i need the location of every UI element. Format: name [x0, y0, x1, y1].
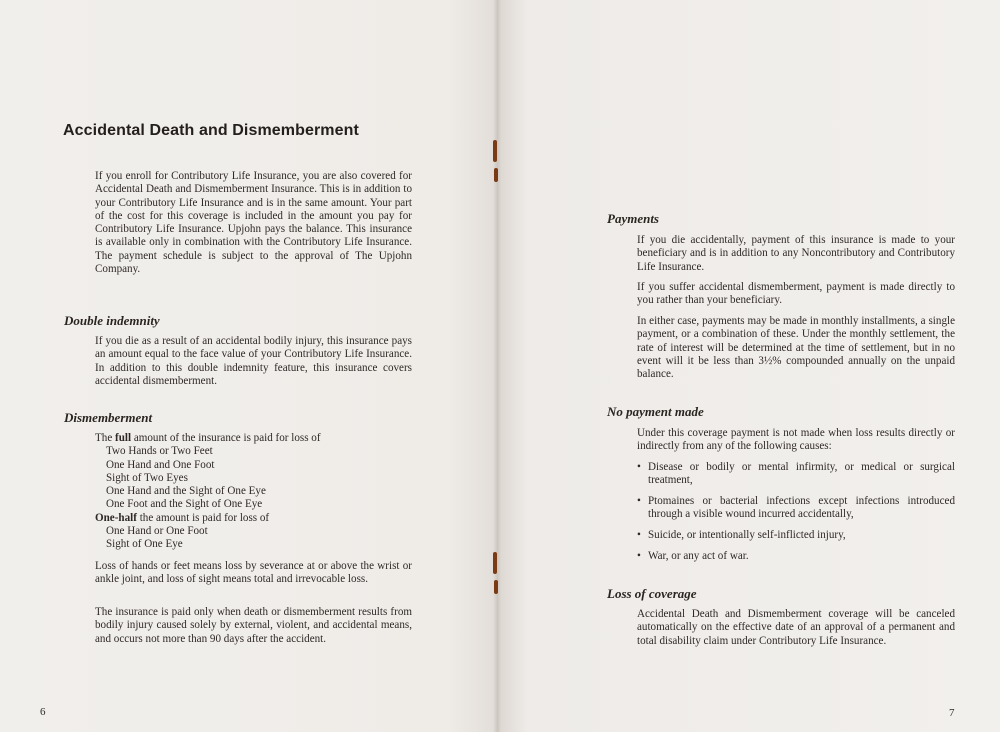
payments-paragraph-2: If you suffer accidental dismemberment, payment is made directly to you rather than your beneficiary.	[637, 281, 955, 307]
schedule-item: One Hand or One Foot	[106, 525, 208, 538]
bullet-item: • Suicide, or intentionally self-inflicted injury,	[637, 529, 846, 541]
staple-stain	[493, 140, 497, 162]
payments-paragraph-1: If you die accidentally, payment of this insurance is made to your beneficiary and is in addition to any Noncontributory and Contributory Life Insurance.	[637, 234, 955, 273]
no-payment-intro: Under this coverage payment is not made when loss results directly or indirectly from any of the following causes:	[637, 427, 955, 453]
loss-of-coverage-paragraph: Accidental Death and Dismemberment coverage will be canceled automatically on the effective date of an approval of a permanent and total disability claim under Contributory Life Insurance.	[637, 608, 955, 647]
payments-heading: Payments	[607, 211, 659, 226]
double-indemnity-heading: Double indemnity	[64, 313, 160, 328]
bullet-icon: •	[637, 529, 641, 541]
schedule-item: Sight of One Eye	[106, 538, 183, 551]
page-heading: Accidental Death and Dismemberment	[63, 122, 359, 139]
half-amount-lead: One-half the amount is paid for loss of	[95, 511, 270, 524]
intro-paragraph: If you enroll for Contributory Life Insurance, you are also covered for Accidental Death and Dismemberment Insurance. This is in addition to your Contributory Life Insurance and is in the same amount. Your part of the cost for this coverage is included in the amount you pay for Contributory Life Insurance. Upjohn pays the balance. This insurance is available only in combination with the Contributory Life Insurance. The payment schedule is subject to the approval of The Upjohn Company.	[95, 170, 412, 276]
no-payment-heading: No payment made	[607, 404, 704, 419]
bullet-icon: •	[637, 461, 641, 473]
book-gutter	[493, 0, 501, 732]
double-indemnity-paragraph: If you die as a result of an accidental bodily injury, this insurance pays an amount equal to the face value of your Contributory Life Insurance. In addition to this double indemnity feature, this insurance covers accidental dismemberment.	[95, 335, 412, 387]
schedule-item: One Hand and the Sight of One Eye	[106, 485, 266, 498]
schedule-item: One Foot and the Sight of One Eye	[106, 498, 263, 511]
loss-definition-paragraph: Loss of hands or feet means loss by severance at or above the wrist or ankle joint, and loss of sight means total and irrevocable loss.	[95, 560, 412, 586]
page-number-right: 7	[949, 707, 955, 719]
right-page	[497, 0, 1000, 732]
dismemberment-heading: Dismemberment	[64, 410, 153, 425]
bullet-icon: •	[637, 495, 641, 507]
staple-stain	[494, 168, 498, 182]
loss-of-coverage-heading: Loss of coverage	[607, 586, 697, 601]
page-number-left: 6	[40, 706, 46, 718]
staple-stain	[494, 580, 498, 594]
dismemberment-schedule	[95, 432, 321, 552]
payments-paragraph-3: In either case, payments may be made in monthly installments, a single payment, or a combination of these. Under the monthly settlement, the rate of interest will be determined at the time of settlement, but in no event will it be less than 3½% compounded annually on the unpaid balance.	[637, 315, 955, 381]
full-amount-lead: The full amount of the insurance is paid for loss of	[95, 432, 321, 444]
schedule-item: Two Hands or Two Feet	[106, 445, 213, 458]
schedule-item: One Hand and One Foot	[106, 458, 215, 471]
left-page	[0, 0, 497, 732]
bullet-item: • War, or any act of war.	[637, 550, 749, 562]
bullet-item: • Ptomaines or bacterial infections except infections introduced through a visible wound incurred accidentally,	[637, 495, 955, 521]
bullet-item: • Disease or bodily or mental infirmity, or medical or surgical treatment,	[637, 461, 955, 487]
staple-stain	[493, 552, 497, 574]
schedule-item: Sight of Two Eyes	[106, 471, 188, 484]
bullet-icon: •	[637, 550, 641, 562]
paid-only-paragraph: The insurance is paid only when death or dismemberment results from bodily injury caused solely by external, violent, and accidental means, and occurs not more than 90 days after the accident.	[95, 606, 412, 645]
